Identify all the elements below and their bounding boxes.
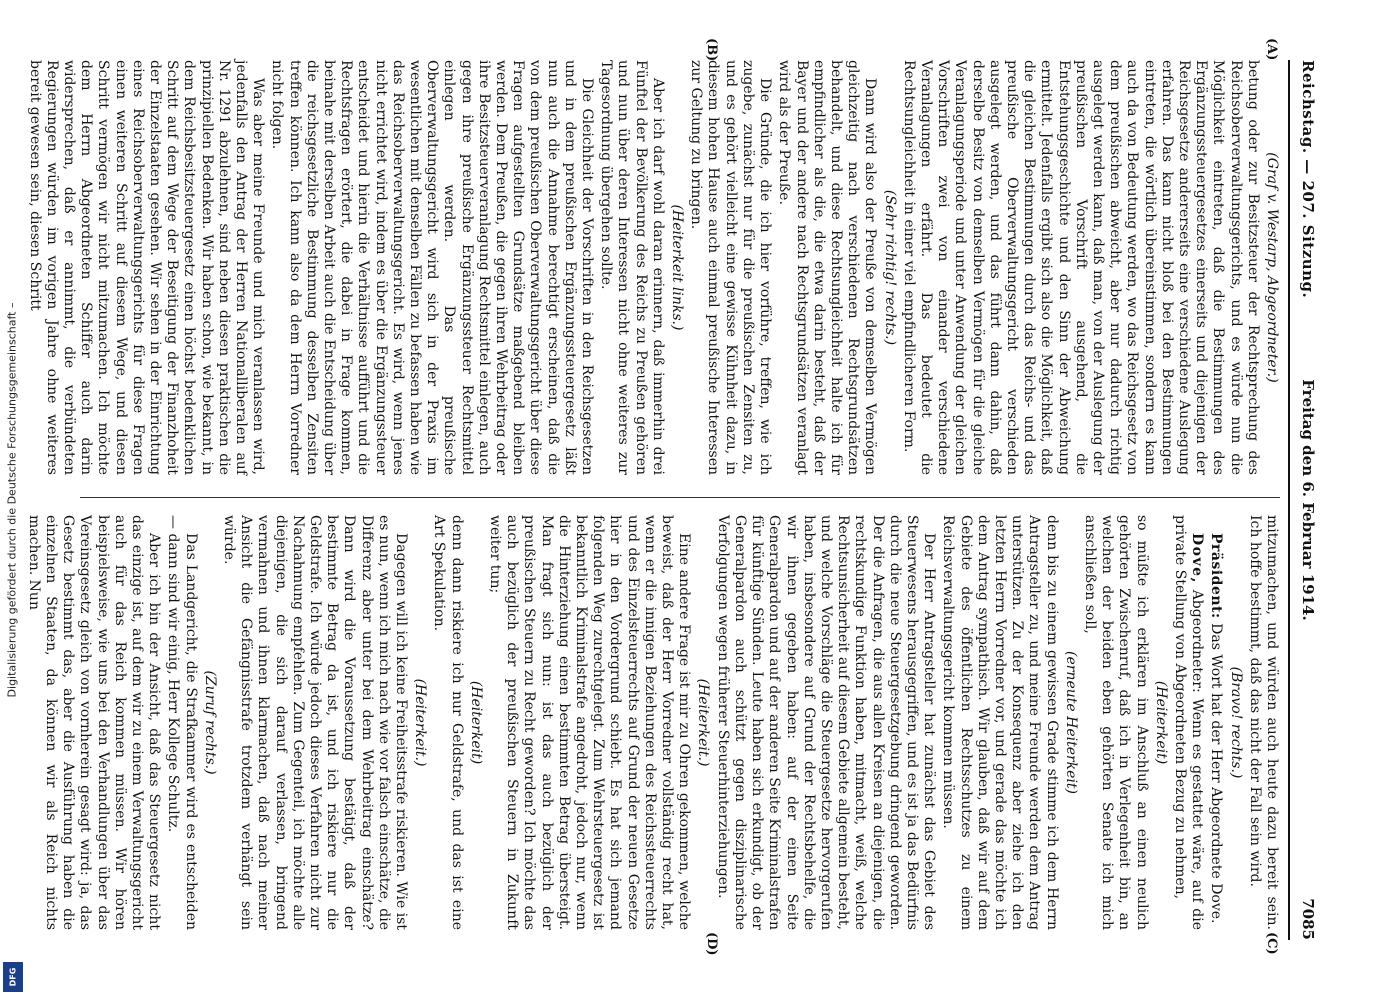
footer-strip bbox=[0, 0, 24, 1000]
speaker-paragraph bbox=[1207, 515, 1224, 930]
paragraph: Aber ich darf wohl daran erinnern, daß immerhin drei Fünftel der Bevölkerung des Reichs zu Preußen gehören und nun über deren Interessen nicht ohne weiteres zur Tagesordnung übergehen sollte. bbox=[598, 60, 666, 475]
paragraph: betung oder zur Besitzsteuer der Rechtsprechung des Reichsoberverwaltungsgerichts, und es würde nun die Möglichkeit eintreten, daß die Bestimmungen des Ergänzungssteuergesetzes einerseits und diejenigen der Reichsgesetze andererseits eine verschiedene Auslegung erfahren. Das kann nicht bloß bei den Bestimmungen eintreten, die wörtlich übereinstimmen, sondern es kann auch da von Bedeutung werden, wo das Reichsgesetz von dem preußischen abweicht, aber nur dadurch richtig ausgelegt werden kann, daß man, von der Auslegung der preußischen Vorschrift ausgehend, die Entstehungsgeschichte und den Sinn der Abweichung ermittelt. Jedenfalls ergibt sich also die Möglichkeit, daß die gleichen Bestimmungen durch das Reichs- und das preußische Oberverwaltungsgericht verschieden ausgelegt werden, und das führt dann dahin, daß derselbe Besitz von demselben Vermögen für die gleiche Veranlagungsperiode und unter Anwendung der gleichen Vorschriften zwei von einander verschiedene Veranlagungen erfährt. Das bedeutet die Rechtsungleichheit in einer viel empfindlicheren Form. bbox=[900, 60, 1261, 475]
speaker-name: Dove, bbox=[1189, 533, 1206, 584]
reaction: (Sehr richtig! rechts.) bbox=[881, 189, 898, 346]
footer-text: Digitalisierung gefördert durch die Deutsche Forschungsgemeinschaft – bbox=[5, 302, 19, 698]
reaction: (Heiterkeit.) bbox=[695, 678, 712, 767]
paragraph: denn bis zu einem gewissen Grade stimme ich dem Herrn Antragsteller zu, und meine Freunde werden dem Antrag unterstützen. Zu der Konsequenz aber ziehe ich den letzten Herrn Vorredner vor, und gerade das möchte ich dem Antrag sympathisch. Wir glauben, daß wir auf dem Gebiete des öffentlichen Rechtsschutzes zu einem Reichsverwaltungsgericht kommen müssen. bbox=[940, 515, 1060, 930]
paragraph: Aber ich bin der Ansicht, daß das Steuergesetz nicht das einzige ist, auf dem wir zu einem Verwaltungsgericht auch für das Reich kommen müssen. Wir hören beispielsweise, wie uns bei den Verhandlungen über das Vereinsgesetz gleich von vornherein gesagt wird: ja, das Gesetz bestimmt das, aber die Ausführung haben die einzelnen Staaten, da können wir als Reich nichts machen. Nun bbox=[25, 515, 163, 930]
scanned-page bbox=[25, 38, 1320, 956]
page-number: 7085 bbox=[1299, 898, 1317, 940]
margin-mark-a: (A) bbox=[1264, 38, 1279, 61]
paragraph: Was aber meine Freunde und mich veranlassen wird, jedenfalls den Antrag der Herren Nationalliberalen auf Nr. 1291 abzulehnen, sind neben diesen praktischen die prinzipiellen Bedenken. Wir haben schon, wie bekannt, in dem Reichsbesitzsteuergesetz einen höchst bedenklichen Schritt auf dem Wege der Beseitigung der Finanzhoheit der Einzelstaaten gesehen. Wir sehen in der Einrichtung eines Reichsoberverwaltungsgerichts für diese Fragen einen weiteren Schritt auf diesem Wege, und diesen Schritt vermögen wir nicht mitzumachen. Ich möchte dem Herrn Abgeordneten Schiffer auch darin widersprechen, daß er annimmt, die verbündeten Regierungen würden im vorigen Jahre ohne weiteres bereit gewesen sein, diesen Schritt bbox=[26, 60, 267, 475]
header-left: Reichstag. — 207. Sitzung. bbox=[1299, 60, 1317, 299]
dfg-logo-text: DFG bbox=[8, 967, 18, 987]
reaction: (Bravo! rechts.) bbox=[1227, 666, 1244, 779]
reaction: (Heiterkeit) bbox=[467, 680, 484, 765]
page-header bbox=[1288, 60, 1320, 940]
reaction: (Heiterkeit links.) bbox=[669, 204, 686, 331]
paragraph-text: Abgeordneter: Wenn es gestattet wäre, auf die private Stellung von Abgeordneten Bezug zu nehmen, bbox=[1171, 515, 1206, 930]
paragraph: Dagegen will ich keine Freiheitsstrafe riskieren. Wie ist es nun, wenn ich mich nach wie vor falsch einschätze, die Differenz aber unter bei dem Wehrbeitrag einschätze? Dann wird die Voraussetzung bestätigt, daß der bestimmte Betrag da ist, und ich riskiere nur die Geldstrafe. Ich würde jedoch dieses Verfahren nicht zur Nachahmung empfehlen. Zum Gegenteil, ich möchte alle diejenigen, die sich darauf verlassen, bringend vermahnen und ihnen klarmachen, daß nach meiner Ansicht die Gefängnisstrafe trotzdem verhängt sein würde. bbox=[221, 515, 410, 930]
margin-mark-b: (B) bbox=[704, 38, 719, 62]
paragraph: Der Herr Antragsteller hat zunächst das Gebiet des Steuerwesens herausgegriffen, und es ist ja das Bedürfnis durch die neue Steuergesetzgebung dringend geworden. Der die Anfragen, die aus allen Kreisen an diejenigen, die rechtskundige Funktion haben, mitmacht, weiß, welche Rechtsunsicherheit auf diesem Gebiete allgemein besteht, und welche Vorschläge die Steuergesetze hervorgerufen haben, insbesondere auf Grund der Rechtsbehelfe, die wir ihnen gegeben haben: auf der einen Seite Generalpardon und auf der anderen Seite Kriminalstrafen für künftige Sünden. Leute haben sich erkundigt, ob der Generalpardon auch schützt gegen disziplinarische Verfolgungen wegen früherer Steuerhinterziehungen. bbox=[714, 515, 938, 930]
reaction: (Zuruf rechts.) bbox=[201, 670, 218, 775]
paragraph-text: Das Wort hat der Herr Abgeordnete Dove. bbox=[1208, 623, 1225, 924]
paragraph: Das Landgericht, die Strafkammer wird es entscheiden — dann sind wir einig, Herr Kollege Schultz. bbox=[165, 515, 199, 930]
column-divider bbox=[80, 497, 1280, 498]
reaction: (Heiterkeit) bbox=[1152, 680, 1169, 765]
speaker-attribution: (Graf v. Westarp, Abgeordneter.) bbox=[1264, 152, 1280, 383]
speaker-paragraph bbox=[1171, 515, 1205, 930]
paragraph: mitzumachen, und würden auch heute dazu bereit sein. Ich hoffe bestimmt, daß das nicht der Fall sein wird. bbox=[1246, 515, 1280, 930]
paragraph: Die Gleichheit der Vorschriften in den Reichsgesetzen und in dem preußischen Ergänzungssteuergesetz läßt nun auch die Annahme berechtigt erscheinen, daß die von dem preußischen Oberverwaltungsgericht über diese Fragen aufgestellten Grundsätze maßgebend bleiben werden. Dem Preußen, die gegen ihren Wehrbeitrag oder ihre Besitzsteuerveranlagung Rechtsmittel einlegen, auch gegen ihre preußische Ergänzungssteuer Rechtsmittel einlegen werden. Das preußische Oberverwaltungsgericht wird sich in der Praxis im wesentlichen mit denselben Fällen zu befassen haben wie das Reichsoberverwaltungsgericht. Es wird, wenn jenes nicht errichtet wird, indem es über die Ergänzungssteuer entscheidet und hierin die Verhältnisse aufführt und die Rechtsfragen erörtert, die dabei in Frage kommen, beinahe mit derselben Arbeit auch die Entscheidung über die reichsgesetzliche Bestimmung desselben Zensiten treffen können. Ich kann also da dem Herrn Vorredner nicht folgen. bbox=[269, 60, 596, 475]
left-column bbox=[26, 60, 1280, 475]
dfg-logo bbox=[3, 962, 23, 992]
margin-mark-d: (D) bbox=[704, 932, 719, 956]
paragraph: denn dann riskiere ich nur Geldstrafe, und das ist eine Art Spekulation. bbox=[431, 515, 465, 930]
page-content bbox=[25, 38, 1320, 956]
paragraph: Die Gründe, die ich hier vorführe, treffen, wie ich zugebe, zunächst nur für die preußischen Zensiten zu, und es gehört vielleicht eine gewisse Kühnheit dazu, in diesem hohen Hause auch einmal preußische Interessen zur Geltung zu bringen. bbox=[688, 60, 774, 475]
paragraph: Dann wird also der Preuße von demselben Vermögen gleichzeitig nach verschiedenen Rechtsgrundsätzen behandelt, und diese Rechtsungleichheit halte ich für empfindlicher als die, die etwa darin besteht, daß der Bayer und der andere nach Rechtsgrundsätzen veranlagt wird als der Preuße. bbox=[776, 60, 879, 475]
paragraph: Eine andere Frage ist mir zu Ohren gekommen, welche beweist, daß der Herr Vorredner vollständig recht hat, wenn er die innigen Beziehungen des Reichssteuerrechts und des Einzelsteuerrechts auf Grund der neuen Gesetze hier in den Vordergrund schiebt. Es hat sich jemand folgenden Weg zurechtgelegt. Zum Wehrsteuergesetz ist bekanntlich Kriminalstrafe angedroht, jedoch nur, wenn die Hinterziehung einen bestimmten Betrag übersteigt. Man fragt sich nun: ist das auch bezüglich der preußischen Steuern zu Recht geworden? Ich möchte das auch bezüglich der preußischen Steuern in Zukunft weiter tun; bbox=[487, 515, 693, 930]
header-date: Freitag den 6. Februar 1914. bbox=[1299, 379, 1317, 621]
reaction: (erneute Heiterkeit) bbox=[1062, 650, 1079, 795]
paragraph: so müßte ich erklären im Anschluß an einen neulich gehörten Zwischenruf, daß ich in Verlegenheit bin, an welchen der beiden eben gehörten Senate ich mich anschließen soll, bbox=[1081, 515, 1150, 930]
speaker-name: Präsident: bbox=[1208, 533, 1225, 619]
reaction: (Heiterkeit.) bbox=[412, 678, 429, 767]
right-column bbox=[25, 515, 1280, 930]
margin-mark-c: (C) bbox=[1264, 932, 1279, 955]
